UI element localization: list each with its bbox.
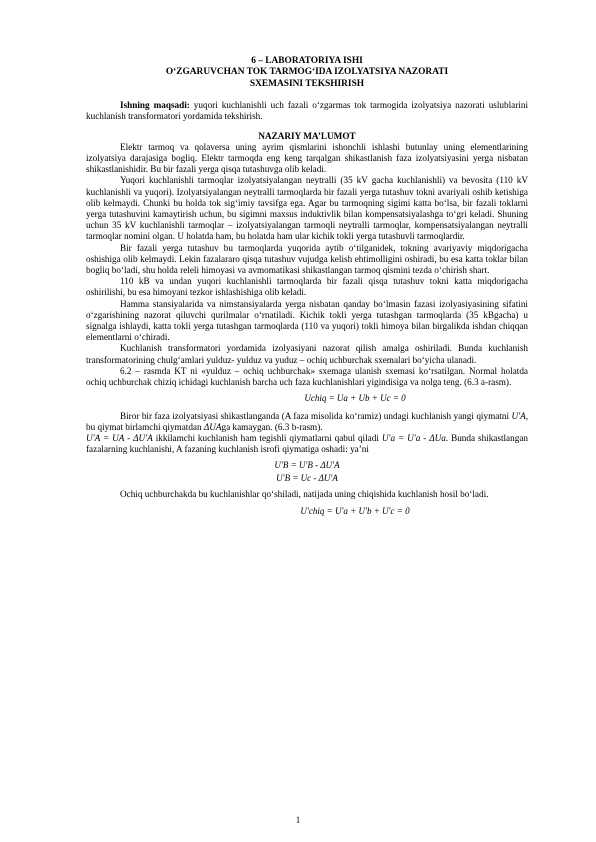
paragraph-fault: Biror bir faza izolyatsiyasi shikastlanganda (A faza misolida ko‘ramiz) undagi kuchlanish yangi qiymatni U′A, bu qiymat birlamchi qiymatdan ΔUAga kamaygan. (6.3 b-rasm). [86,410,529,432]
paragraph-4: 110 kB va undan yuqori kuchlanishli tarmoqlarda bir fazali qisqa tutashuv tokni katta miqdorigacha oshirilishi, bu esa himoyani tezkor ishlashishiga olib keladi. [86,276,528,298]
aim-text: yuqori kuchlanishli uch fazali o‘zgarmas tok tarmogida izolyatsiya nazorati uslublarini kuchlanish transformatori yordamida tekshirish. [86,100,528,122]
section-heading: NAZARIY MA’LUMOT [258,130,356,141]
paragraph-3: Bir fazali yerga tutashuv bu tarmoqlarda yuqorida aytib o‘tilganidek, tokning avariyaviy miqdorigacha oshishiga olib kelmaydi. Lekin fazalararo qisqa tutashuv vujudga kelish ehtimolligini oshiradi, bu esa katta toklar bilan bogliq bo‘ladi, shu holda releli himoyasi va avmomatikasi shikastlangan tarmoq qismini tezda o‘chirish shart. [86,242,528,276]
aim-paragraph [86,100,528,122]
formula-inline-ua-prime: U′A [511,410,526,421]
paragraph-last: Ochiq uchburchakda bu kuchlanishlar qo‘shiladi, natijada uning chiqishida kuchlanish hosil bo‘ladi. [120,489,489,500]
formula-phase-c: U′B = Uc - ΔU′A [276,473,338,484]
paragraph-6: Kuchlanish transformatori yordamida izolyasiyani nazorat qilish amalga oshiriladi. Bunda kuchlanish transformatorining chulg‘amlari yulduz- yulduz va yuduz – ochiq uchburchak sxemalari bo‘yicha ulanadi. [86,343,528,365]
title-line-3: SXEMASINI TEKSHIRISH [249,78,365,89]
page-title [86,56,528,90]
page-number: 1 [295,815,301,825]
title-line-2: O‘ZGARUVCHAN TOK TARMOG‘IDA IZOLYATSIYA NAZORATI [165,67,449,78]
paragraph-secondary: U′A = UA - ΔU′A ikkilamchi kuchlanish ham tegishli qiymatlarni qabul qiladi U′a = U′a - ΔUa. Bunda shikastlangan fazalarning kuchlanishi, A fazaning kuchlanish isrofi qiymatiga oshadi: ya’ni [86,432,528,455]
formula-phase-b: U′B = U′B - ΔU′A [274,460,340,471]
title-line-1: 6 – LABORATORIYA ISHI [251,56,363,66]
formula-inline-delta-ua: ΔUA [203,421,222,432]
formula-inline-ua-prime-eq: U′A = UA - ΔU′A [86,432,153,443]
formula-open-delta-fault: U′chiq = U′a + U′b + U′c = 0 [300,505,410,516]
formula-phase-b-c [86,459,528,485]
paragraph-5: Hamma stansiyalarida va nimstansiyalarda yerga nisbatan qanday bo‘lmasin fazasi izolyasiyasining sifatini o‘zgarishining nazorat qiluvchi qurilmalar o‘rnatiladi. Kichik tokli yerga tutashgan tarmoqlarda (35 kBgacha) u signalga ishlaydi, katta tokli yerga tutashgan tarmoqlarda (110 va yuqori) tokli himoya bilan birgalikda ishdan chiqqan elementlarni o‘chiradi. [86,298,528,343]
formula-open-delta-normal: Uchiq = Ua + Ub + Uc = 0 [304,393,406,404]
formula-inline-ua-secondary: U′a = U′a - ΔUa [381,432,446,443]
paragraph-1: Elektr tarmoq va qolaversa uning ayrim qismlarini ishonchli ishlashi butunlay uning elementlarining izolyatsiya darajasiga bogliq. Elektr tarmoqda eng keng tarqalgan shikastlanish faza izolyatsiyasini yerga nisbatan shikastlanishidir. Bu bir fazali yerga qisqa tutashuvga olib keladi. [86,141,528,175]
document-page [86,56,528,523]
aim-label: Ishning maqsadi: [120,100,190,111]
paragraph-7: 6.2 – rasmda KT ni «yulduz – ochiq uchburchak» sxemaga ulanish sxemasi ko‘rsatilgan. Normal holatda ochiq uchburchak chiziq ichidagi kuchlanish barcha uch faza kuchlanishlari yigindisiga va nolga teng. (6.3 a-rasm). [86,365,528,388]
paragraph-2: Yuqori kuchlanishli tarmoqlar izolyatsiyalangan neytralli (35 kV gacha kuchlanishli) va bevosita (110 kV kuchlanishli va yuqori). Izolyatsiyalangan neytralli tarmoqlarda bir fazali yerga tutashuv tokni avariyali oshib ketishiga olib kelmaydi. Chunki bu holda tok sig‘imiy tavsifga ega. Agar bu tarmoqning sigimi katta bo‘lsa, bir fazali toklarni yerga tutashuvini kamaytirish uchun, bu sigimni maxsus induktivlik bilan kompensatsiyalashga to‘gri keladi. Shuning uchun 35 kV kuchlanishli tarmoqlar – izolyatsiyalangan tarmoqli neytralli tarmoqlar, kompensatsiyalangan neytralli tarmoqlar nomini olgan. U holatda ham, bu holatda ham ular kichik tokli yerga tutashuvli tarmoqlardir. [86,175,528,242]
